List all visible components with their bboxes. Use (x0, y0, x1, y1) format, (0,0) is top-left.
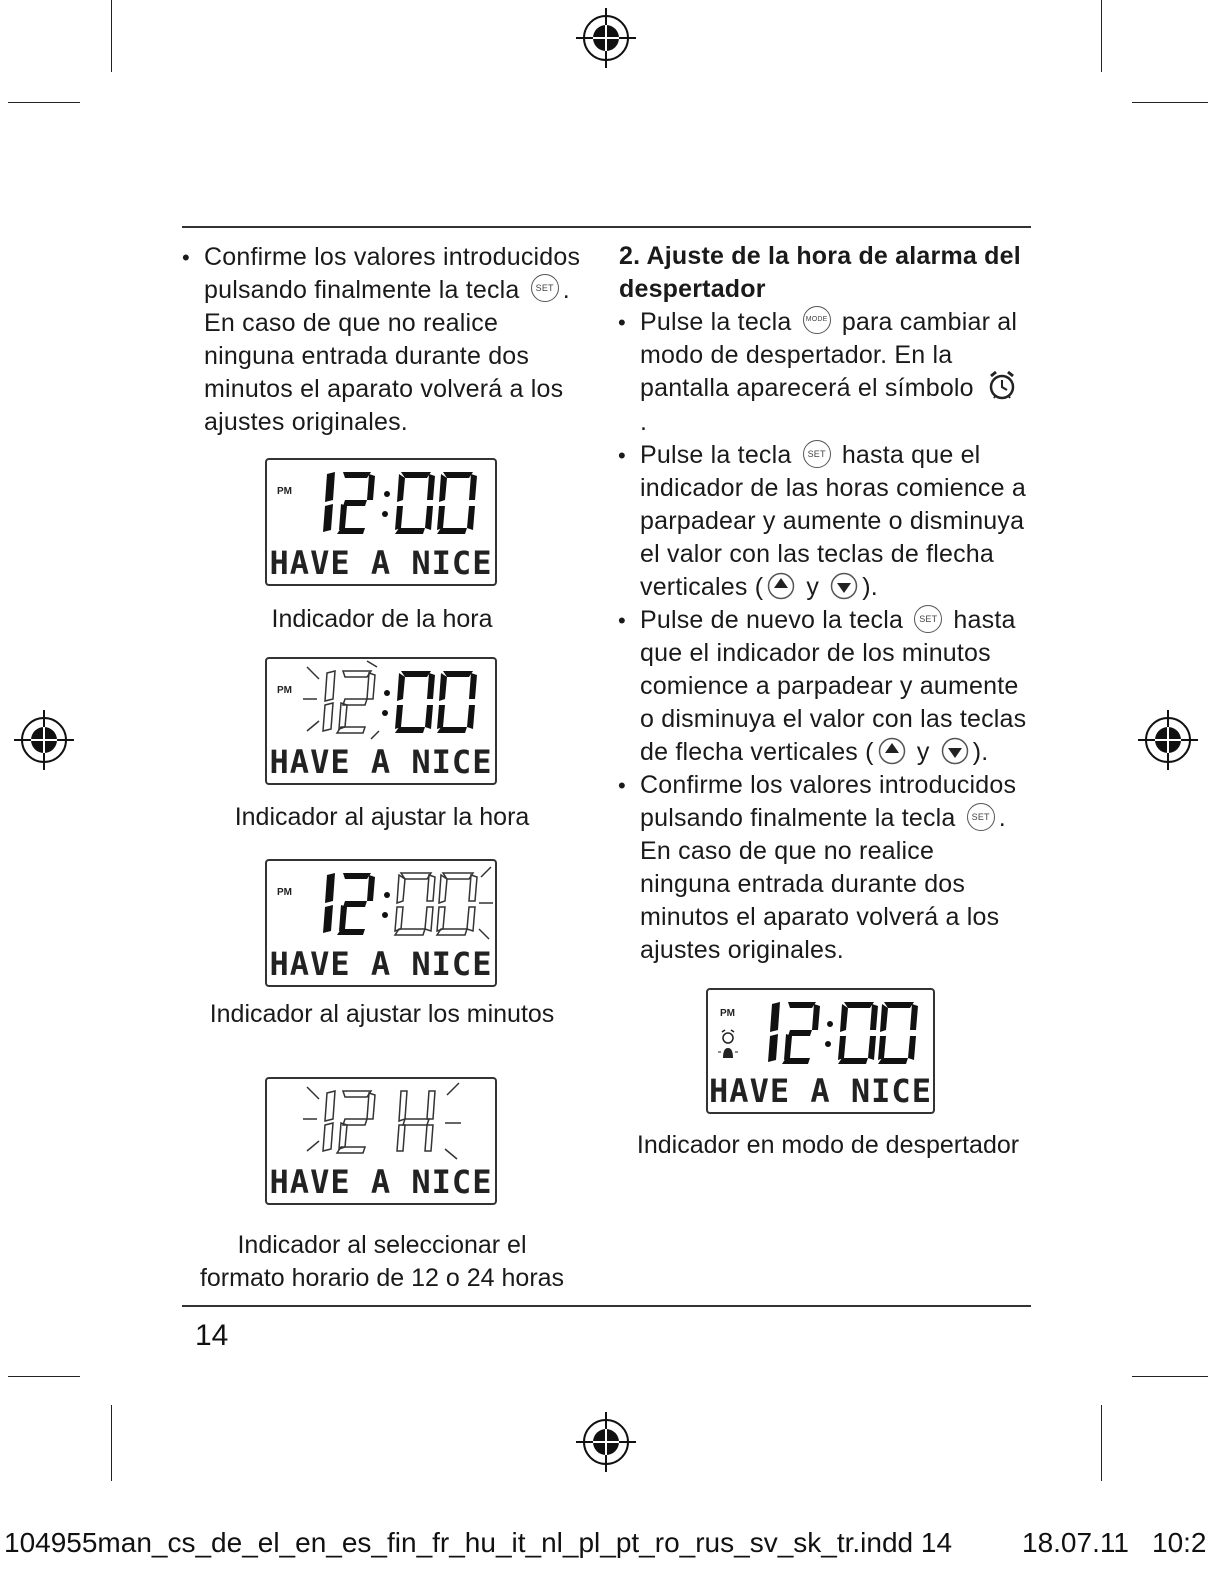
crop-mark (111, 1405, 112, 1481)
bullet-text-mid: y (806, 573, 820, 602)
set-button-icon: SET (914, 605, 942, 633)
bullet-text-post: hasta que el indicador de las horas comience a parpadear y aumente o disminuya el valor con las teclas de flecha verticales ( (640, 441, 1026, 602)
lcd-message: HAVE A NICE (269, 743, 493, 781)
bullet-dot: • (618, 443, 626, 469)
bullet-text-pre: Pulse la tecla (640, 441, 792, 470)
bullet-text-tail: ). (862, 573, 878, 602)
crop-mark (1101, 0, 1102, 72)
lcd-message: HAVE A NICE (269, 1163, 493, 1201)
crop-mark (111, 0, 112, 72)
registration-mark-icon (12, 708, 76, 772)
alarm-clock-icon (985, 368, 1019, 402)
up-arrow-button-icon (767, 572, 795, 600)
caption-12-24-format (182, 1229, 582, 1295)
lcd-message: HAVE A NICE (269, 945, 493, 983)
section-heading (619, 240, 1029, 306)
top-rule (182, 226, 1031, 228)
bullet-mode (618, 306, 1029, 439)
set-button-icon: SET (803, 440, 831, 468)
bullet-text-pre: Confirme los valores introducidos pulsando finalmente la tecla (640, 771, 1017, 833)
bullet-text-pre: Confirme los valores introducidos pulsando finalmente la tecla (204, 243, 581, 304)
bullet-dot: • (182, 245, 190, 270)
bell-icon (718, 1048, 738, 1058)
bullet-text-pre: Pulse de nuevo la tecla (640, 606, 904, 635)
caption-line: formato horario de 12 o 24 horas (199, 1264, 565, 1292)
alarm-clock-icon (722, 1030, 734, 1043)
lcd-display-12h (265, 1077, 497, 1205)
registration-mark-icon (574, 1410, 638, 1474)
registration-mark-icon (574, 6, 638, 70)
bullet-text-tail: . (640, 408, 648, 437)
lcd-display-set-hour (265, 657, 497, 785)
bullet-set-minutes (618, 604, 1029, 769)
caption-set-minutes: Indicador al ajustar los minutos (209, 1000, 555, 1028)
footer-date: 18.07.11 (1022, 1527, 1129, 1558)
bottom-rule (182, 1305, 1031, 1307)
heading-line: 2. Ajuste de la hora de alarma del (619, 242, 1021, 270)
heading-line: despertador (619, 275, 766, 303)
bullet-text-mid: y (916, 738, 930, 767)
pm-indicator: PM (277, 486, 292, 497)
lcd-message: HAVE A NICE (709, 1072, 932, 1110)
crop-mark (8, 1376, 80, 1377)
mode-button-icon: MODE (803, 306, 831, 334)
bullet-dot: • (618, 608, 626, 634)
lcd-message: HAVE A NICE (269, 544, 493, 582)
bullet-dot: • (618, 773, 626, 799)
crop-mark (1132, 102, 1208, 103)
crop-mark (1101, 1405, 1102, 1481)
registration-mark-icon (1136, 708, 1200, 772)
crop-mark (8, 102, 80, 103)
crop-mark (1132, 1376, 1208, 1377)
bullet-confirm (618, 769, 1029, 967)
lcd-display-time (265, 458, 497, 586)
caption-alarm-mode: Indicador en modo de despertador (636, 1131, 1020, 1159)
left-bullet-intro (182, 241, 589, 439)
footer-file-slug: 104955man_cs_de_el_en_es_fin_fr_hu_it_nl_pl_pt_ro_rus_sv_sk_tr.indd 14 (4, 1527, 953, 1558)
bullet-text-tail: ). (972, 738, 989, 767)
caption-set-hour: Indicador al ajustar la hora (234, 803, 530, 831)
bullet-set-hour (618, 439, 1029, 604)
caption-time: Indicador de la hora (271, 605, 493, 633)
up-arrow-button-icon (878, 737, 906, 765)
bullet-dot: • (618, 310, 626, 335)
down-arrow-button-icon (941, 737, 969, 765)
pm-indicator: PM (277, 685, 292, 696)
bullet-text-post: hasta que el indicador de los minutos comience a parpadear y aumente o disminuya el valor con las teclas de flecha verticales ( (640, 606, 1027, 767)
bullet-text-post: . En caso de que no realice ninguna entrada durante dos minutos el aparato volverá a los ajustes originales. (204, 276, 570, 436)
right-column-text (619, 240, 1029, 967)
pm-indicator: PM (277, 887, 292, 898)
set-button-icon: SET (967, 803, 995, 831)
bullet-text-pre: Pulse la tecla (640, 308, 792, 336)
set-button-icon: SET (531, 274, 559, 302)
lcd-display-alarm-mode (706, 988, 935, 1114)
down-arrow-button-icon (830, 572, 858, 600)
caption-line: Indicador al seleccionar el (237, 1231, 527, 1259)
pm-indicator: PM (720, 1008, 735, 1019)
page-number: 14 (195, 1319, 229, 1352)
lcd-display-set-minutes (265, 859, 497, 987)
footer-time: 10:2 (1152, 1527, 1207, 1558)
bullet-text-post: para cambiar al modo de despertador. En la pantalla aparecerá el símbolo (640, 308, 1018, 402)
bullet-text-post: . En caso de que no realice ninguna entrada durante dos minutos el aparato volverá a los ajustes originales. (640, 804, 1006, 965)
